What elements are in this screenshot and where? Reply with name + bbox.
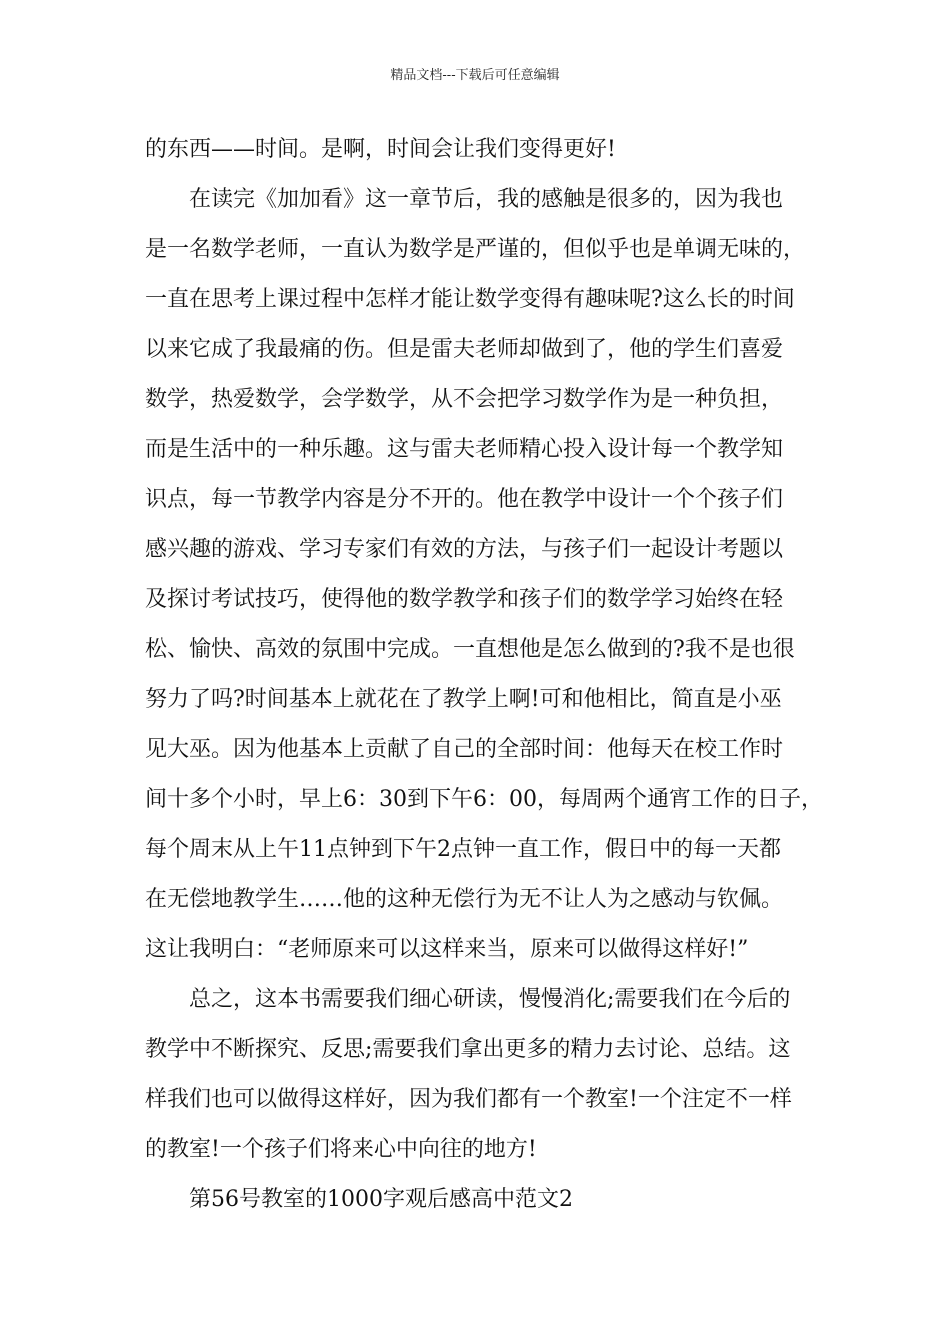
text-line: 这让我明白：“老师原来可以这样来当，原来可以做得这样好!”	[145, 937, 749, 962]
text-line: 间十多个小时，早上6：30到下午6：00，每周两个通宵工作的日子，	[145, 787, 823, 812]
text-line: 松、愉快、高效的氛围中完成。一直想他是怎么做到的?我不是也很	[145, 637, 795, 662]
text-line: 是一名数学老师，一直认为数学是严谨的，但似乎也是单调无味的，	[145, 237, 806, 262]
text-line: 的东西——时间。是啊，时间会让我们变得更好!	[145, 137, 616, 162]
text-line: 在读完《加加看》这一章节后，我的感触是很多的，因为我也	[189, 187, 784, 212]
text-line: 的教室!一个孩子们将来心中向往的地方!	[145, 1137, 537, 1162]
text-line: 数学，热爱数学，会学数学，从不会把学习数学作为是一种负担，	[145, 387, 784, 412]
text-line: 教学中不断探究、反思;需要我们拿出更多的精力去讨论、总结。这	[145, 1037, 791, 1062]
text-line: 而是生活中的一种乐趣。这与雷夫老师精心投入设计每一个教学知	[145, 437, 784, 462]
section-heading: 第56号教室的1000字观后感高中范文2	[189, 1187, 573, 1212]
text-line: 每个周末从上午11点钟到下午2点钟一直工作，假日中的每一天都	[145, 837, 781, 862]
text-line: 以来它成了我最痛的伤。但是雷夫老师却做到了，他的学生们喜爱	[145, 337, 784, 362]
text-line: 见大巫。因为他基本上贡献了自己的全部时间：他每天在校工作时	[145, 737, 784, 762]
text-line: 在无偿地教学生……他的这种无偿行为无不让人为之感动与钦佩。	[145, 887, 784, 912]
page-header: 精品文档---下载后可任意编辑	[390, 68, 560, 83]
text-line: 及探讨考试技巧，使得他的数学教学和孩子们的数学学习始终在轻	[145, 587, 784, 612]
text-line: 总之，这本书需要我们细心研读，慢慢消化;需要我们在今后的	[189, 987, 791, 1012]
text-line: 识点，每一节教学内容是分不开的。他在教学中设计一个个孩子们	[145, 487, 784, 512]
text-line: 样我们也可以做得这样好，因为我们都有一个教室!一个注定不一样	[145, 1087, 792, 1112]
text-line: 努力了吗?时间基本上就花在了教学上啊!可和他相比，简直是小巫	[145, 687, 782, 712]
text-line: 一直在思考上课过程中怎样才能让数学变得有趣味呢?这么长的时间	[145, 287, 795, 312]
text-line: 感兴趣的游戏、学习专家们有效的方法，与孩子们一起设计考题以	[145, 537, 784, 562]
